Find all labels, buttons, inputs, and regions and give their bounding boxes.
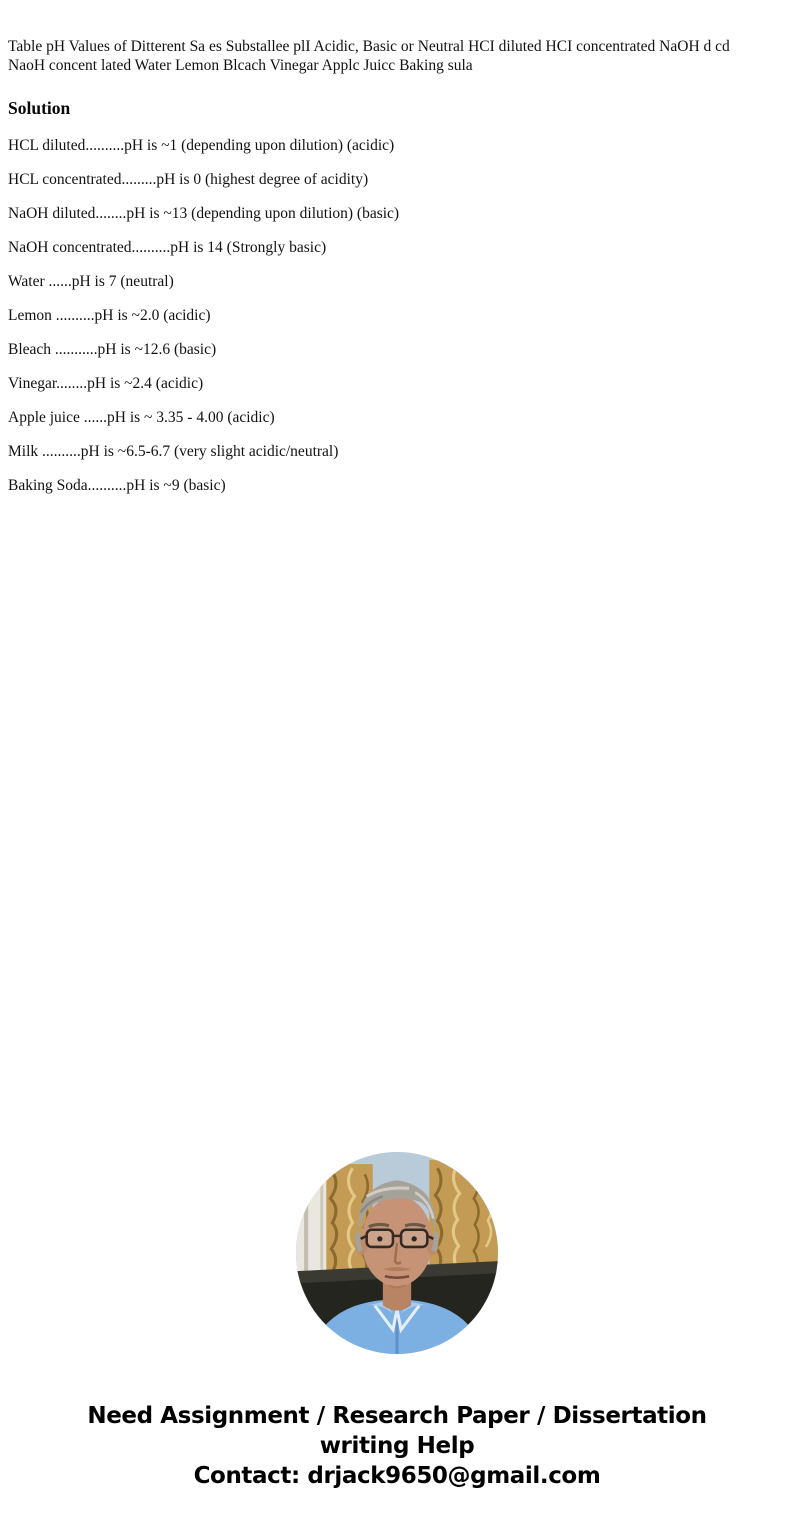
solution-item: NaOH concentrated..........pH is 14 (Strongly basic)	[8, 239, 327, 256]
presenter-photo-illustration	[296, 1152, 498, 1354]
solution-item: HCL diluted..........pH is ~1 (depending upon dilution) (acidic)	[8, 137, 395, 154]
solution-list	[8, 136, 794, 495]
solution-item: Milk ..........pH is ~6.5-6.7 (very slight acidic/neutral)	[8, 443, 339, 460]
footer-line-1: Need Assignment / Research Paper / Dissertation	[87, 1403, 707, 1429]
solution-heading: Solution	[8, 98, 71, 118]
footer-banner	[0, 1401, 794, 1491]
solution-item: Water ......pH is 7 (neutral)	[8, 273, 174, 290]
footer-line-2: writing Help	[319, 1433, 475, 1459]
avatar-container	[296, 1152, 498, 1354]
solution-item: Baking Soda..........pH is ~9 (basic)	[8, 477, 226, 494]
solution-item: Apple juice ......pH is ~ 3.35 - 4.00 (acidic)	[8, 409, 275, 426]
presenter-avatar	[296, 1152, 498, 1354]
question-text: Table pH Values of Ditterent Sa es Substallee plI Acidic, Basic or Neutral HCI diluted HCI concentrated NaOH d cd NaoH concent lated Water Lemon Blcach Vinegar Applc Juicc Baking sula	[8, 38, 730, 74]
solution-item: Vinegar........pH is ~2.4 (acidic)	[8, 375, 204, 392]
solution-item: Bleach ...........pH is ~12.6 (basic)	[8, 341, 217, 358]
solution-item: Lemon ..........pH is ~2.0 (acidic)	[8, 307, 211, 324]
footer-contact: Contact: drjack9650@gmail.com	[193, 1463, 601, 1489]
solution-item: HCL concentrated.........pH is 0 (highest degree of acidity)	[8, 171, 369, 188]
solution-item: NaOH diluted........pH is ~13 (depending upon dilution) (basic)	[8, 205, 400, 222]
